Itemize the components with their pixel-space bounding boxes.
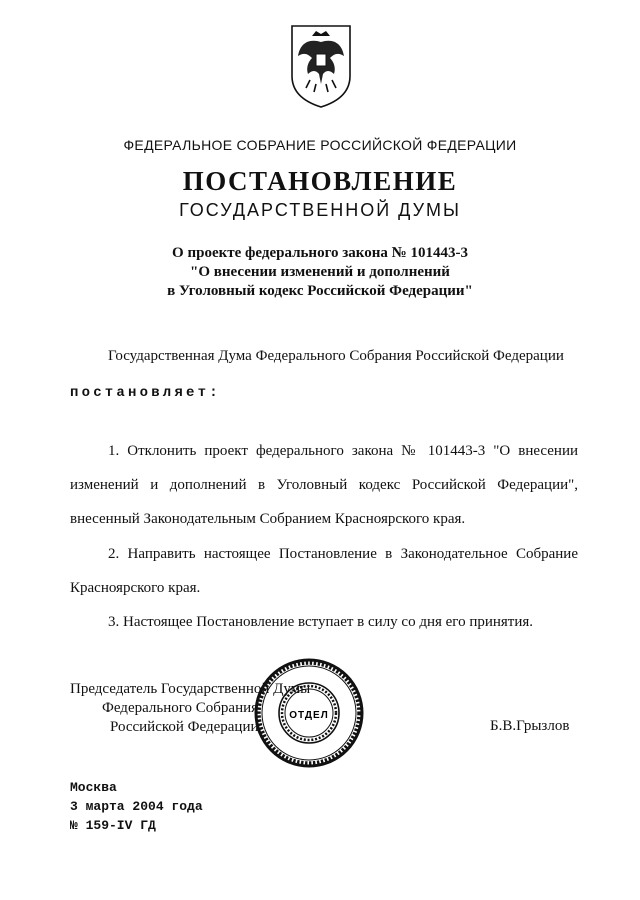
signatory-title-line: Федерального Собрания bbox=[102, 700, 259, 716]
signatory-title-line: Председатель Государственной Думы bbox=[70, 681, 311, 697]
subject-line: "О внесении изменений и дополнений bbox=[190, 264, 450, 280]
city: Москва bbox=[70, 780, 117, 795]
resolution-paragraph: 3. Настоящее Постановление вступает в силу со дня его принятия. bbox=[108, 614, 534, 630]
subject-line: в Уголовный кодекс Российской Федерации" bbox=[167, 283, 473, 299]
document-footer bbox=[70, 778, 203, 835]
signatory-name: Б.В.Грызлов bbox=[490, 718, 570, 734]
official-seal-icon bbox=[253, 657, 365, 769]
document-subject bbox=[0, 244, 640, 301]
resolves-word: постановляет: bbox=[70, 385, 221, 401]
resolution-paragraph: 2. Направить настоящее Постановление в Законодательное Собрание Красноярского края. bbox=[70, 546, 578, 596]
subject-line: О проекте федерального закона № 101443-3 bbox=[172, 245, 468, 261]
document-date: 3 марта 2004 года bbox=[70, 799, 203, 814]
document-issuer: ГОСУДАРСТВЕННОЙ ДУМЫ bbox=[179, 200, 461, 220]
coat-of-arms-icon bbox=[286, 20, 356, 110]
seal-text: ОТДЕЛ bbox=[289, 710, 329, 721]
resolution-paragraph: 1. Отклонить проект федерального закона № 101443-3 "О внесении изменений и дополнений в Уголовный кодекс Российской Федерации", внесенный Законодательным Собранием Красноярского края. bbox=[70, 443, 578, 527]
preamble: Государственная Дума Федерального Собрания Российской Федерации bbox=[108, 348, 564, 364]
document-number: № 159-IV ГД bbox=[70, 818, 156, 833]
signatory-title-line: Российской Федерации bbox=[110, 719, 259, 735]
organization-name: ФЕДЕРАЛЬНОЕ СОБРАНИЕ РОССИЙСКОЙ ФЕДЕРАЦИИ bbox=[123, 137, 517, 153]
document-type: ПОСТАНОВЛЕНИЕ bbox=[182, 166, 458, 196]
